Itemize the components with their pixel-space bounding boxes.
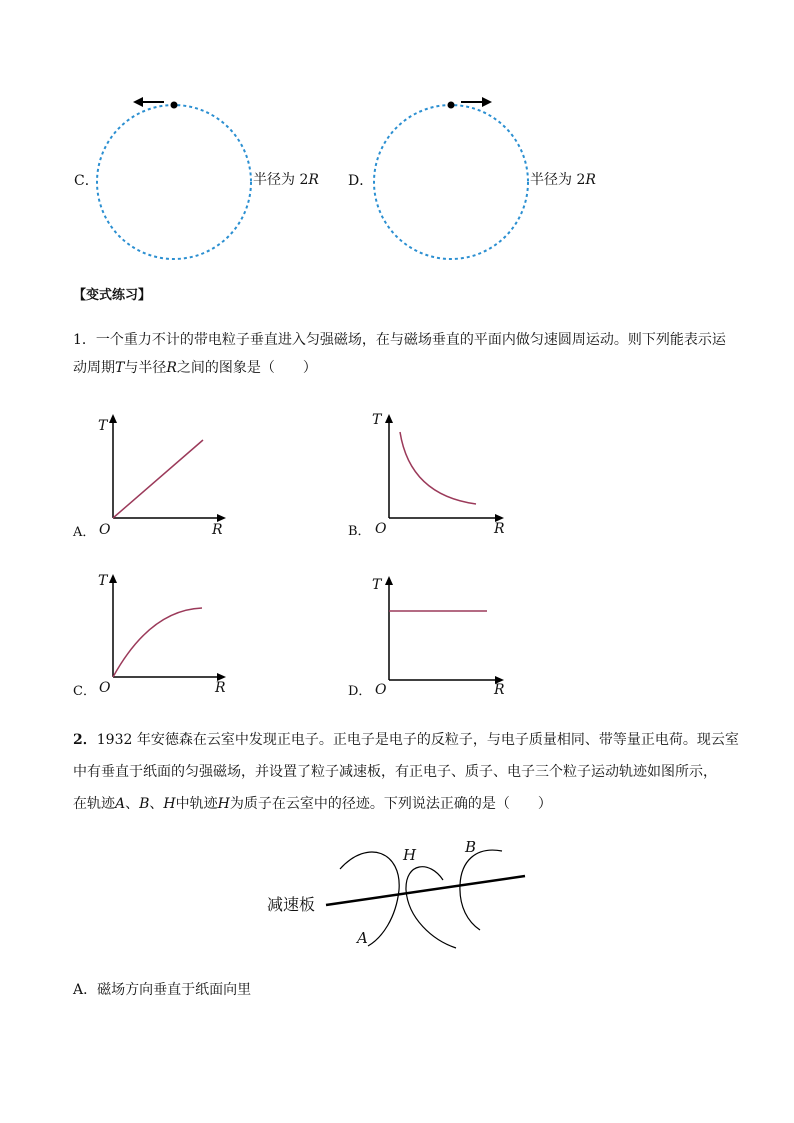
var-A: A xyxy=(115,796,126,812)
track-a-label: A xyxy=(357,929,368,947)
arrow-head-right xyxy=(482,97,492,107)
q2-text: 在轨迹 xyxy=(73,796,115,812)
radius-prefix: 半径为 2 xyxy=(253,172,309,188)
radius-prefix: 半径为 2 xyxy=(530,172,586,188)
var-H: H xyxy=(217,796,230,812)
option-c-radius-text xyxy=(253,170,319,190)
q1-number: 1． xyxy=(73,332,96,348)
graph-a-y-label: T xyxy=(98,418,108,434)
graph-c-curve xyxy=(113,608,202,677)
q2-text: 为质子在云室中的径迹。下列说法正确的是（ ） xyxy=(229,796,552,812)
var-T: T xyxy=(115,360,125,376)
q2-option-a: A．磁场方向垂直于纸面向里 xyxy=(73,982,252,998)
q2-text-line1: 1932 年安德森在云室中发现正电子。正电子是电子的反粒子，与电子质量相同、带等量正电荷。现云室 xyxy=(96,732,739,748)
graph-c xyxy=(109,574,226,681)
graph-b-option-label: B． xyxy=(348,524,371,539)
q2-text: 中轨迹 xyxy=(175,796,218,812)
dashed-circle-d xyxy=(374,105,528,259)
graph-c-y-label: T xyxy=(98,573,108,589)
dashed-circle-c xyxy=(97,105,251,259)
graph-a-y-arrow xyxy=(109,414,117,423)
q2-line1 xyxy=(73,730,739,750)
graph-d xyxy=(385,576,504,684)
q2-text: 、 xyxy=(149,796,164,812)
track-h xyxy=(406,867,456,948)
q1-text: 之间的图象是（ ） xyxy=(176,360,317,376)
graph-c-option-label: C． xyxy=(73,684,96,699)
graph-d-option-label: D． xyxy=(348,684,372,699)
graph-d-x-label: R xyxy=(494,682,505,698)
graph-b-origin-label: O xyxy=(375,521,387,537)
graph-a-origin-label: O xyxy=(99,522,111,538)
option-d-circle-figure xyxy=(374,97,528,259)
track-h-label: H xyxy=(403,846,417,864)
q2-number: 2． xyxy=(73,732,97,748)
graph-a xyxy=(109,414,226,522)
q1-text: 动周期 xyxy=(73,360,115,376)
deceleration-plate xyxy=(326,876,525,905)
var-H: H xyxy=(163,796,176,812)
graph-c-x-label: R xyxy=(215,680,226,696)
radius-var: R xyxy=(585,172,596,188)
graph-d-y-label: T xyxy=(372,577,382,593)
particle-dot-c xyxy=(171,102,178,109)
graph-b-y-label: T xyxy=(372,412,382,428)
graph-b xyxy=(385,414,504,522)
graph-b-y-arrow xyxy=(385,414,393,423)
graph-a-curve xyxy=(113,440,203,518)
var-R: R xyxy=(166,360,177,376)
option-c-circle-figure xyxy=(97,97,251,259)
section-title: 【变式练习】 xyxy=(73,288,152,303)
track-b-label: B xyxy=(465,838,477,856)
graph-d-y-arrow xyxy=(385,576,393,585)
q1-line2 xyxy=(73,358,317,378)
arrow-head-left xyxy=(133,97,143,107)
cloud-chamber-figure xyxy=(326,850,525,948)
track-b xyxy=(460,850,502,930)
graph-d-origin-label: O xyxy=(375,682,387,698)
option-c-label: C． xyxy=(74,173,99,189)
q2-line2: 中有垂直于纸面的匀强磁场，并设置了粒子减速板，有正电子、质子、电子三个粒子运动轨迹如图所示， xyxy=(73,764,717,780)
graph-a-x-label: R xyxy=(212,522,223,538)
q1-text-line1: 一个重力不计的带电粒子垂直进入匀强磁场，在与磁场垂直的平面内做匀速圆周运动。则下列能表示运 xyxy=(95,332,726,348)
radius-var: R xyxy=(308,172,319,188)
plate-label: 减速板 xyxy=(267,895,316,914)
q2-line3 xyxy=(73,794,552,814)
graph-c-origin-label: O xyxy=(99,680,111,696)
graph-b-x-label: R xyxy=(494,521,505,537)
particle-dot-d xyxy=(448,102,455,109)
graph-c-y-arrow xyxy=(109,574,117,583)
graph-b-curve xyxy=(400,432,476,504)
option-d-label: D． xyxy=(348,173,374,189)
q1-line1 xyxy=(73,330,726,350)
var-B: B xyxy=(139,796,150,812)
option-d-radius-text xyxy=(530,170,596,190)
graph-a-option-label: A． xyxy=(73,525,96,540)
q1-text: 与半径 xyxy=(124,360,167,376)
q2-text: 、 xyxy=(125,796,140,812)
